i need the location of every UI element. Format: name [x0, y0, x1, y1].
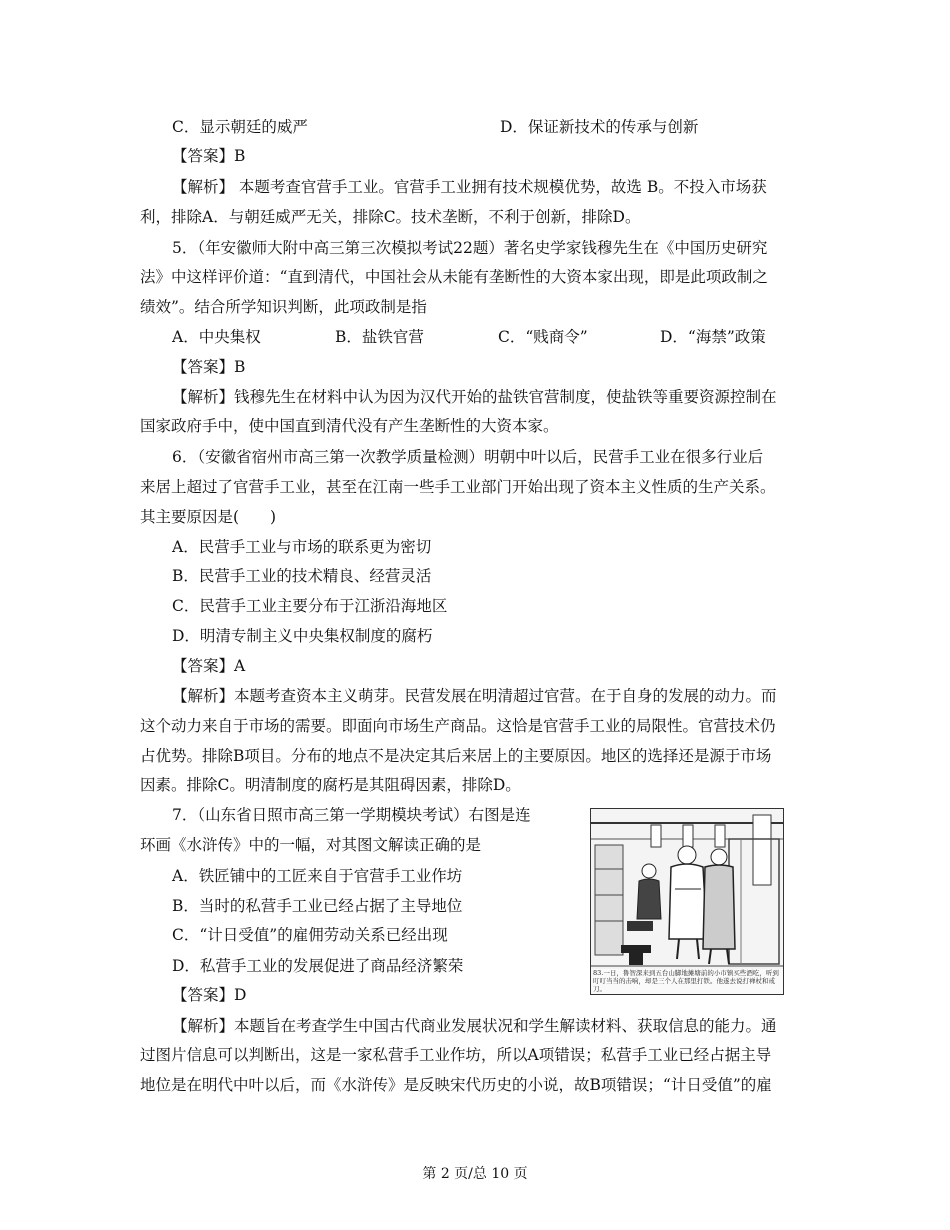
- q6-analysis-line: 占优势。排除B项目。分布的地点不是决定其后来居上的主要原因。地区的选择还是源于市场: [140, 747, 772, 765]
- q4-answer: 【答案】B: [172, 147, 246, 165]
- figure-caption: 83.一日，鲁智深来到五台山脚地摊塘前的小市镇买些酒吃，听到叮叮当当的击响，却是三个人在那里打铁。他遂去说打禅杖和戒刀。: [593, 969, 779, 993]
- q5-option-c: C．“贱商令”: [498, 328, 588, 346]
- q6-analysis-line: 因素。排除C。明清制度的腐朽是其阻碍因素，排除D。: [140, 776, 521, 794]
- comic-illustration: [590, 808, 784, 995]
- q5-stem-line: 绩效”。结合所学知识判断，此项政制是指: [140, 298, 427, 316]
- q7-analysis-line: 过图片信息可以判断出，这是一家私营手工业作坊，所以A项错误；私营手工业已经占据主导: [140, 1046, 772, 1064]
- page-footer: 第 2 页/总 10 页: [422, 1166, 528, 1182]
- q6-option-a: A．民营手工业与市场的联系更为密切: [172, 538, 432, 556]
- q5-option-d: D．“海禁”政策: [660, 328, 766, 346]
- q4-option-c: C．显示朝廷的威严: [172, 118, 308, 136]
- q7-option-a: A．铁匠铺中的工匠来自于官营手工业作坊: [172, 867, 463, 885]
- q6-option-d: D．明清专制主义中央集权制度的腐朽: [172, 627, 433, 645]
- blacksmith-shop-drawing: [591, 809, 783, 969]
- q4-option-d: D．保证新技术的传承与创新: [500, 118, 699, 136]
- q6-answer: 【答案】A: [172, 657, 246, 675]
- q5-option-b: B．盐铁官营: [335, 328, 424, 346]
- q4-analysis-line: 利，排除A．与朝廷威严无关，排除C。技术垄断，不利于创新，排除D。: [140, 208, 641, 226]
- q5-stem-line: 5．（年安徽师大附中高三第三次模拟考试22题）著名史学家钱穆先生在《中国历史研究: [172, 239, 768, 257]
- q7-option-b: B．当时的私营手工业已经占据了主导地位: [172, 897, 463, 915]
- q7-analysis-line: 地位是在明代中叶以后，而《水浒传》是反映宋代历史的小说，故B项错误；“计日受值”的雇: [140, 1076, 772, 1094]
- q5-answer: 【答案】B: [172, 358, 246, 376]
- q6-stem-line: 来居上超过了官营手工业，甚至在江南一些手工业部门开始出现了资本主义性质的生产关系。: [140, 478, 776, 496]
- q6-analysis-line: 这个动力来自于市场的需要。即面向市场生产商品。这恰是官营手工业的局限性。官营技术仍: [140, 717, 776, 735]
- q6-option-b: B．民营手工业的技术精良、经营灵活: [172, 567, 432, 585]
- q5-stem-line: 法》中这样评价道：“直到清代，中国社会从未能有垄断性的大资本家出现，即是此项政制之: [140, 268, 768, 286]
- q7-option-d: D．私营手工业的发展促进了商品经济繁荣: [172, 957, 464, 975]
- q6-stem-line: 6．（安徽省宿州市高三第一次教学质量检测）明朝中叶以后，民营手工业在很多行业后: [172, 448, 764, 466]
- q7-analysis-line: 【解析】本题旨在考查学生中国古代商业发展状况和学生解读材料、获取信息的能力。通: [172, 1017, 777, 1035]
- q7-stem-line: 7．（山东省日照市高三第一学期模块考试）右图是连: [172, 806, 531, 824]
- q6-option-c: C．民营手工业主要分布于江浙沿海地区: [172, 597, 448, 615]
- q6-stem-line: 其主要原因是( ): [140, 508, 277, 526]
- q5-analysis-line: 【解析】钱穆先生在材料中认为因为汉代开始的盐铁官营制度，使盐铁等重要资源控制在: [172, 388, 777, 406]
- q7-stem-line: 环画《水浒传》中的一幅，对其图文解读正确的是: [140, 836, 482, 854]
- q7-option-c: C．“计日受值”的雇佣劳动关系已经出现: [172, 926, 448, 944]
- q7-answer: 【答案】D: [172, 986, 247, 1004]
- q4-analysis-line: 【解析】 本题考查官营手工业。官营手工业拥有技术规模优势，故选 B。不投入市场获: [172, 178, 767, 196]
- q5-analysis-line: 国家政府手中，使中国直到清代没有产生垄断性的大资本家。: [140, 417, 559, 435]
- q5-option-a: A．中央集权: [172, 328, 261, 346]
- q6-analysis-line: 【解析】本题考查资本主义萌芽。民营发展在明清超过官营。在于自身的发展的动力。而: [172, 687, 777, 705]
